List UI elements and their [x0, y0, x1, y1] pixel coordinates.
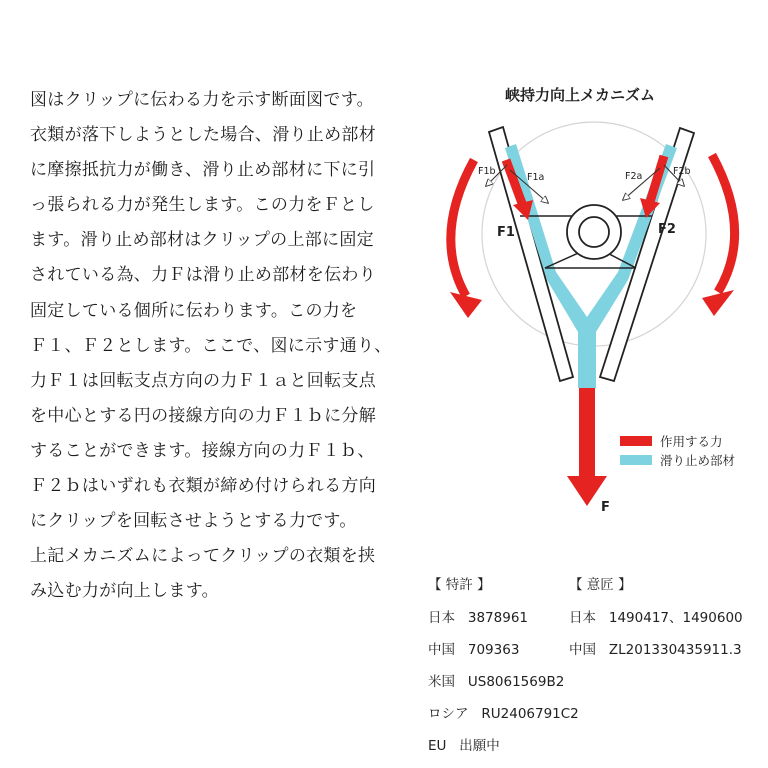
- patent-country: 日本: [428, 610, 455, 626]
- design-number: 1490417、1490600: [608, 610, 743, 626]
- description-line: 図はクリップに伝わる力を示す断面図です。: [30, 90, 374, 110]
- patent-row: [428, 670, 564, 690]
- patent-country: ロシア: [428, 706, 469, 722]
- patent-number: 3878961: [467, 610, 528, 626]
- pivot-inner: [579, 217, 609, 247]
- design-row: [569, 638, 742, 658]
- description-line: を中心とする円の接線方向の力Ｆ１ｂに分解: [30, 405, 376, 426]
- patent-number: 出願中: [459, 738, 500, 754]
- description-line: に摩擦抵抗力が働き、滑り止め部材に下に引: [30, 160, 376, 181]
- f2-label: F2: [658, 222, 676, 237]
- left-rotation-arrow: [451, 160, 474, 296]
- f-force-shaft: [579, 388, 595, 476]
- description-line: Ｆ２ｂはいずれも衣類が締め付けられる方向: [30, 476, 376, 497]
- description-line: 上記メカニズムによってクリップの衣類を挟: [30, 546, 376, 567]
- f-label: F: [601, 500, 610, 515]
- f1b-label: F1b: [478, 166, 496, 177]
- description-line: 衣類が落下しようとした場合、滑り止め部材: [30, 125, 376, 146]
- patent-row: [428, 606, 528, 626]
- patent-number: 709363: [467, 642, 520, 658]
- patent-number: US8061569B2: [467, 674, 565, 690]
- legend-force-swatch: [620, 436, 652, 446]
- f1a-label: F1a: [527, 172, 545, 183]
- description-line: み込む力が向上します。: [30, 581, 219, 602]
- description-line: することができます。接線方向の力Ｆ１ｂ、: [30, 440, 375, 461]
- f2a-label: F2a: [625, 171, 643, 182]
- legend-antislip-label: 滑り止め部材: [660, 453, 736, 468]
- design-row: [569, 606, 743, 626]
- patent-number: RU2406791C2: [481, 706, 579, 722]
- patent-row: [428, 638, 519, 658]
- description-line: 力Ｆ１は回転支点方向の力Ｆ１ａと回転支点: [30, 370, 376, 391]
- patent-row: [428, 734, 500, 754]
- design-number: ZL201330435911.3: [608, 642, 742, 658]
- design-header: 【 意匠 】: [569, 577, 632, 593]
- legend-antislip-swatch: [620, 455, 652, 465]
- description-line: されている為、力Ｆは滑り止め部材を伝わり: [30, 265, 376, 286]
- description-line: Ｆ１、Ｆ２とします。ここで、図に示す通り、: [30, 335, 392, 356]
- patent-country: 中国: [428, 642, 455, 658]
- patent-row: [428, 702, 579, 722]
- diagram-title: 峡持力向上メカニズム: [504, 86, 655, 104]
- description-line: っ張られる力が発生します。この力をＦとし: [30, 195, 375, 216]
- right-rotation-arrowhead: [702, 290, 734, 316]
- f1-label: F1: [497, 225, 515, 240]
- patent-header: 【 特許 】: [428, 577, 491, 593]
- description-line: 固定している個所に伝わります。この力を: [30, 300, 358, 321]
- legend-force-label: 作用する力: [660, 434, 723, 449]
- description-line: ます。滑り止め部材はクリップの上部に固定: [30, 230, 374, 251]
- description-line: にクリップを回転させようとする力です。: [30, 511, 357, 532]
- right-rotation-arrow: [712, 155, 735, 292]
- design-country: 日本: [569, 610, 596, 626]
- left-clip-arm: [489, 127, 573, 381]
- patent-country: 米国: [428, 674, 455, 690]
- patent-country: EU: [428, 738, 447, 754]
- f2b-label: F2b: [673, 166, 691, 177]
- design-country: 中国: [569, 642, 596, 658]
